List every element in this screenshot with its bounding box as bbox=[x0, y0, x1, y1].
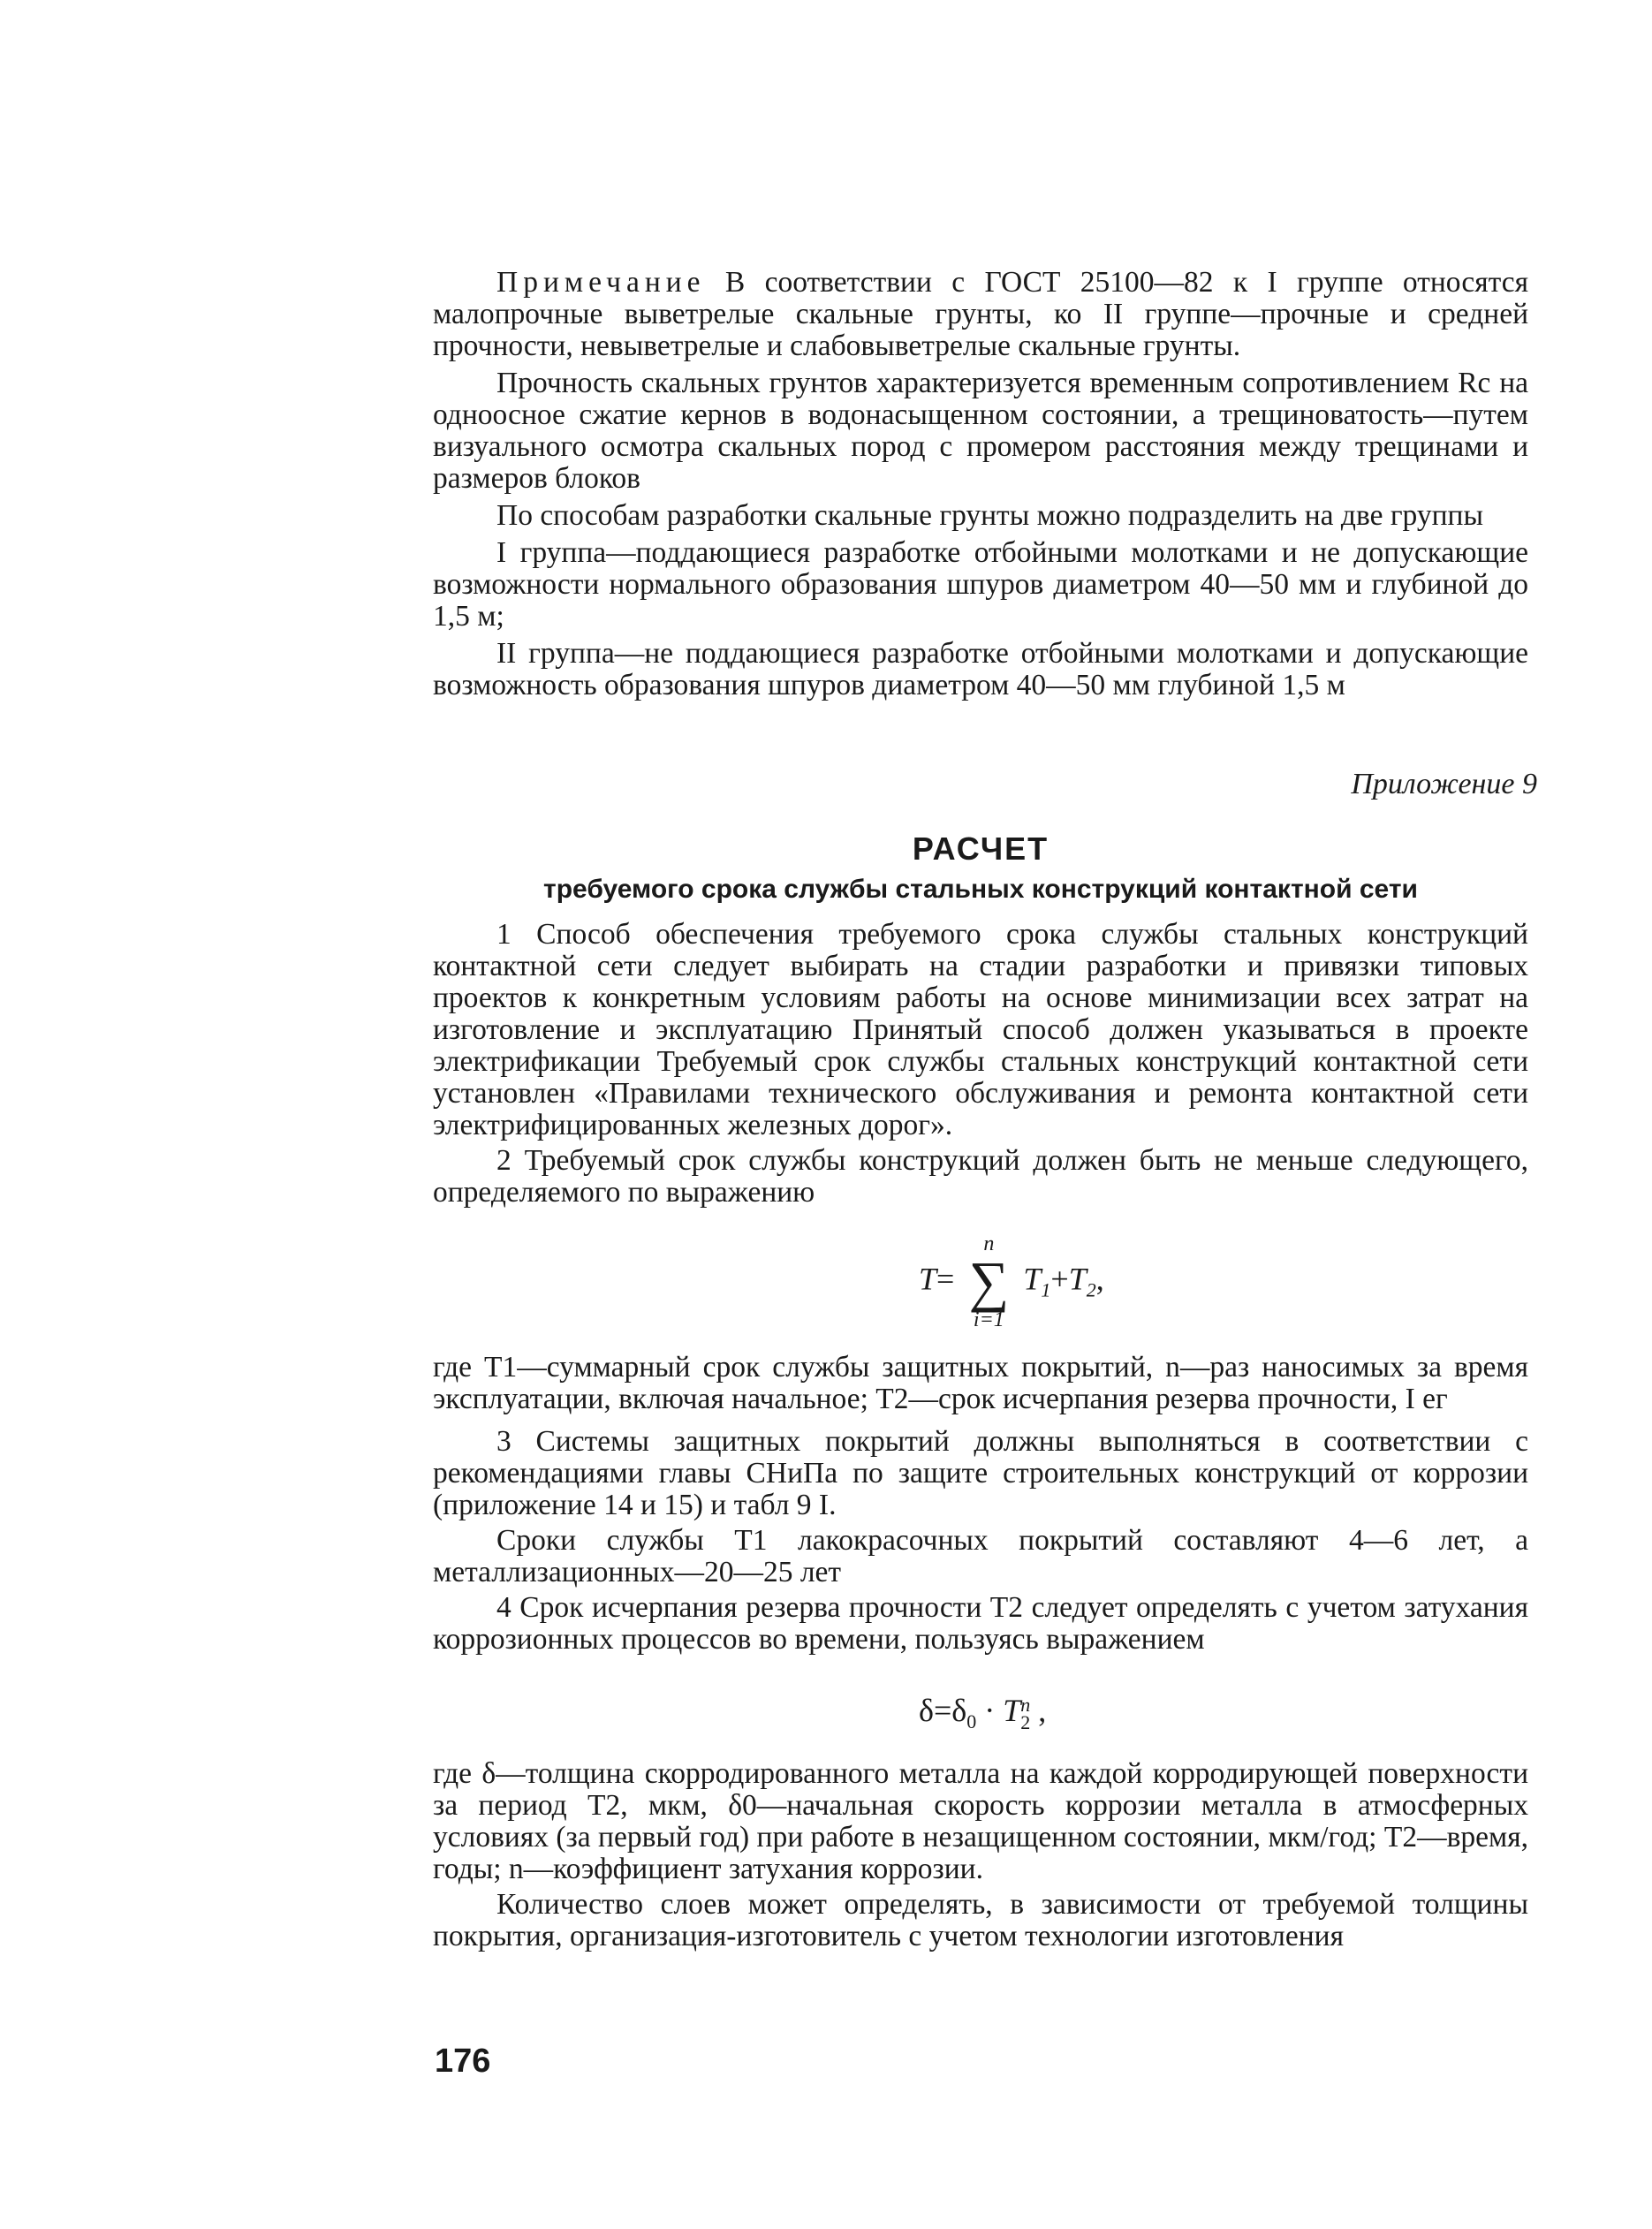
formula2-coef: δ bbox=[951, 1693, 967, 1728]
strength-paragraph: Прочность скальных грунтов характеризуется временным сопротивлением Rc на одноосное сжатие кернов в водонасыщенном состоянии, а трещиноватость—путем визуального осмотра скальных пород с промером расстояния между трещинами и размеров блоков bbox=[433, 367, 1528, 495]
group-one-paragraph: I группа—поддающиеся разработке отбойными молотками и не допускающие возможности нормального образования шпуров диаметром 40—50 мм и глубиной до 1,5 м; bbox=[433, 536, 1528, 633]
item-3-paragraph: 3 Системы защитных покрытий должны выполняться в соответствии с рекомендациями главы СНиПа по защите строительных конструкций от коррозии (приложение 14 и 15) и табл 9 I. bbox=[433, 1425, 1528, 1521]
body-section-1 bbox=[433, 919, 1528, 1209]
formula-delta bbox=[919, 1692, 1046, 1733]
formula2-base-sub: 2 bbox=[1020, 1710, 1031, 1733]
formula2-exp: n bbox=[1020, 1693, 1031, 1716]
sum-upper-limit: n bbox=[983, 1232, 995, 1255]
formula1-term2: T bbox=[1068, 1261, 1087, 1297]
group-two-paragraph: II группа—не поддающиеся разработке отбойными молотками и допускающие возможность образования шпуров диаметром 40—50 мм глубиной 1,5 м bbox=[433, 637, 1528, 701]
note-label: Примечание bbox=[496, 266, 706, 299]
formula-sum bbox=[919, 1232, 1104, 1331]
body-section-2 bbox=[433, 1352, 1528, 1656]
formula1-term2-sub: 2 bbox=[1086, 1278, 1096, 1301]
item-4-paragraph: 4 Срок исчерпания резерва прочности T2 следует определять с учетом затухания коррозионных процессов во времени, пользуясь выражением bbox=[433, 1591, 1528, 1656]
page-number: 176 bbox=[435, 2043, 491, 2080]
item-1-paragraph: 1 Способ обеспечения требуемого срока службы стальных конструкций контактной сети следует выбирать на стадии разработки и привязки типовых проектов к конкретным условиям работы на основе минимизации всех затрат на изготовление и эксплуатацию Принятый способ должен указываться в проекте электрификации Требуемый срок службы стальных конструкций контактной сети установлен «Правилами технического обслуживания и ремонта контактной сети электрифицированных железных дорог». bbox=[433, 918, 1528, 1141]
formula2-end: , bbox=[1038, 1693, 1047, 1728]
groups-paragraph: По способам разработки скальные грунты можно подразделить на две группы bbox=[496, 499, 1483, 532]
formula2-eq: = bbox=[933, 1693, 952, 1728]
sum-symbol-group bbox=[962, 1232, 1015, 1331]
appendix-label: Приложение 9 bbox=[1351, 768, 1537, 800]
body-section-3 bbox=[433, 1758, 1528, 1952]
formula1-lhs: T bbox=[919, 1261, 937, 1297]
formula1-term1: T bbox=[1023, 1261, 1042, 1297]
note-text: В соответствии с ГОСТ 25100—82 к I группе относятся малопрочные выветрелые скальные грунты, ко II группе—прочные и средней прочности, невыветрелые и слабовыветрелые скальные грунты. bbox=[433, 266, 1528, 362]
formula1-end: , bbox=[1095, 1261, 1104, 1297]
lifetimes-paragraph: Сроки службы T1 лакокрасочных покрытий составляют 4—6 лет, а металлизационных—20—25 лет bbox=[433, 1524, 1528, 1588]
note-section bbox=[433, 267, 1528, 707]
formula2-dot: · bbox=[984, 1693, 996, 1728]
page-title: РАСЧЕТ bbox=[912, 830, 1050, 867]
formula2-coef-sub: 0 bbox=[966, 1710, 977, 1733]
item-2-paragraph: 2 Требуемый срок службы конструкций должен быть не меньше следующего, определяемого по выражению bbox=[433, 1144, 1528, 1209]
formula1-plus: + bbox=[1050, 1261, 1069, 1297]
layers-paragraph: Количество слоев может определять, в зависимости от требуемой толщины покрытия, организация-изготовитель с учетом технологии изготовления bbox=[433, 1888, 1528, 1952]
note-paragraph bbox=[433, 267, 1528, 362]
sigma-symbol: ∑ bbox=[968, 1250, 1010, 1313]
page-subtitle: требуемого срока службы стальных конструкций контактной сети bbox=[543, 875, 1418, 904]
formula2-lhs: δ bbox=[919, 1693, 934, 1728]
formula1-eq: = bbox=[936, 1261, 955, 1297]
formula2-base: T bbox=[1003, 1693, 1021, 1728]
where-2-paragraph: где δ—толщина скорродированного металла на каждой корродирующей поверхности за период T2, мкм, δ0—начальная скорость коррозии металла в атмосферных условиях (за первый год) при работе в незащищенном состоянии, мкм/год; T2—время, годы; n—коэффициент затухания коррозии. bbox=[433, 1757, 1528, 1885]
formula1-term1-sub: 1 bbox=[1041, 1278, 1051, 1301]
where-1-paragraph: где T1—суммарный срок службы защитных покрытий, n—раз наносимых за время эксплуатации, включая начальное; T2—срок исчерпания резерва прочности, I ег bbox=[433, 1351, 1528, 1415]
sum-lower-limit: i=1 bbox=[973, 1308, 1004, 1331]
